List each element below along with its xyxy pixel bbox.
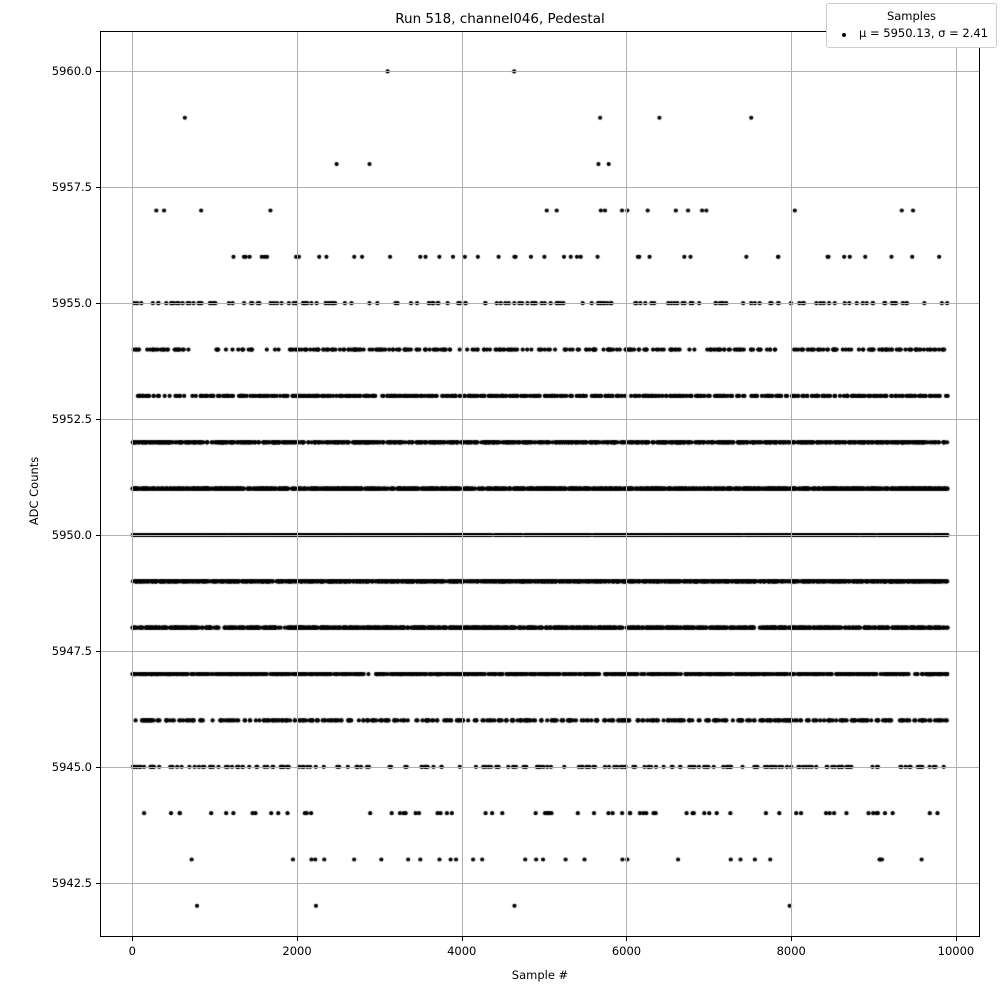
y-tick-label: 5957.5 [51,180,92,195]
x-tick-label: 8000 [776,944,806,958]
y-gridline [101,535,979,536]
chart-legend [826,3,997,48]
legend-dot-icon [835,26,853,42]
x-tickmark [956,937,957,941]
y-tickmark [96,71,100,72]
y-tickmark [96,535,100,536]
y-gridline [101,419,979,420]
scatter-plot-canvas [101,32,979,936]
y-tick-label: 5945.0 [51,759,92,774]
y-gridline [101,187,979,188]
x-gridline [791,32,792,936]
x-tickmark [132,937,133,941]
y-tick-label: 5942.5 [51,875,92,890]
x-tickmark [626,937,627,941]
x-tick-label: 2000 [282,944,312,958]
x-gridline [462,32,463,936]
legend-title: Samples [886,9,937,23]
y-tickmark [96,303,100,304]
x-gridline [626,32,627,936]
x-axis-label: Sample # [511,968,569,982]
y-gridline [101,71,979,72]
y-tickmark [96,187,100,188]
y-tick-label: 5960.0 [51,64,92,79]
x-tick-label: 0 [128,944,136,958]
y-tickmark [96,419,100,420]
y-axis-label: ADC Counts [27,456,41,526]
y-gridline [101,303,979,304]
x-gridline [297,32,298,936]
x-tick-label: 4000 [447,944,477,958]
x-tick-label: 6000 [611,944,642,958]
legend-entry [835,26,988,42]
x-tickmark [462,937,463,941]
y-gridline [101,651,979,652]
y-tick-label: 5947.5 [51,643,92,658]
x-tickmark [297,937,298,941]
y-tick-label: 5952.5 [51,412,92,427]
x-tickmark [791,937,792,941]
y-tickmark [96,767,100,768]
y-gridline [101,767,979,768]
plot-area [100,31,980,937]
y-gridline [101,883,979,884]
y-tickmark [96,883,100,884]
y-tick-label: 5950.0 [51,527,92,542]
x-tick-label: 10000 [937,944,975,958]
x-gridline [956,32,957,936]
x-gridline [132,32,133,936]
chart-title: Run 518, channel046, Pedestal [395,11,605,27]
y-tickmark [96,651,100,652]
legend-entry-label: μ = 5950.13, σ = 2.41 [859,25,988,40]
y-tick-label: 5955.0 [51,296,92,311]
